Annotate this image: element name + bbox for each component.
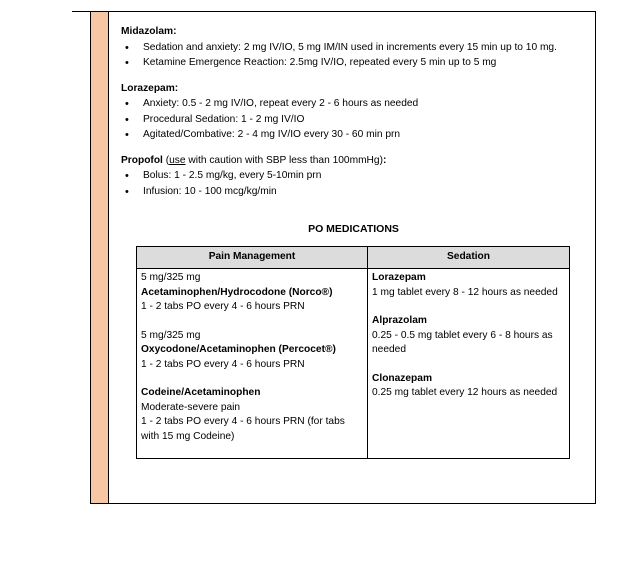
med-dose: 5 mg/325 mg — [141, 329, 201, 341]
midazolam-title: Midazolam: — [121, 26, 177, 37]
med-instructions: 0.25 mg tablet every 12 hours as needed — [372, 387, 558, 398]
table-row — [137, 269, 570, 459]
list-item: • Agitated/Combative: 2 - 4 mg IV/IO every 30 - 60 min prn — [121, 128, 581, 143]
side-stripe — [90, 11, 109, 504]
table-header-row — [137, 247, 570, 269]
med-name: Codeine/Acetaminophen — [141, 387, 261, 398]
pain-management-cell — [137, 269, 368, 459]
propofol-list — [121, 169, 581, 199]
top-rule — [72, 11, 90, 12]
propofol-use-word: use — [169, 154, 186, 166]
lorazepam-title: Lorazepam: — [121, 82, 179, 94]
med-name: Alprazolam — [372, 315, 427, 326]
sedation-med-lorazepam — [372, 271, 565, 300]
lorazepam-list — [121, 97, 581, 143]
med-name: Oxycodone/Acetaminophen (Percocet®) — [141, 344, 336, 355]
med-name: Acetaminophen/Hydrocodone (Norco®) — [141, 286, 333, 298]
propofol-name: Propofol — [121, 154, 163, 166]
med-instructions: 1 mg tablet every 8 - 12 hours as needed — [372, 286, 558, 298]
med-name: Clonazepam — [372, 372, 433, 384]
list-item: • Procedural Sedation: 1 - 2 mg IV/IO — [121, 113, 581, 128]
propofol-paren: ( — [162, 154, 170, 166]
med-name: Lorazepam — [372, 272, 426, 283]
midazolam-section — [121, 25, 581, 71]
pain-med-percocet — [141, 329, 363, 373]
lorazepam-section — [121, 82, 581, 143]
propofol-caution: with caution with SBP less than 100mmHg) — [185, 154, 383, 166]
list-item: • Infusion: 10 - 100 mcg/kg/min — [121, 185, 581, 200]
pain-med-codeine — [141, 386, 363, 444]
sedation-header: Sedation — [368, 247, 570, 269]
sedation-cell — [368, 269, 570, 459]
pain-med-norco — [141, 271, 363, 315]
po-medications-title: PO MEDICATIONS — [308, 223, 399, 235]
po-medications-table — [136, 246, 570, 459]
list-item: • Ketamine Emergence Reaction: 2.5mg IV/IO, repeated every 5 min up to 5 mg — [121, 56, 581, 71]
propofol-colon: : — [382, 154, 387, 166]
propofol-section — [121, 154, 581, 200]
sedation-med-clonazepam — [372, 372, 565, 401]
sedation-med-alprazolam — [372, 314, 565, 358]
propofol-title — [121, 154, 581, 169]
medication-content — [121, 25, 581, 210]
list-item: • Anxiety: 0.5 - 2 mg IV/IO, repeat every 2 - 6 hours as needed — [121, 97, 581, 112]
med-instructions: 1 - 2 tabs PO every 4 - 6 hours PRN — [141, 301, 305, 312]
list-item: • Bolus: 1 - 2.5 mg/kg, every 5-10min prn — [121, 169, 581, 184]
med-instructions: 1 - 2 tabs PO every 4 - 6 hours PRN — [141, 358, 305, 370]
list-item: • Sedation and anxiety: 2 mg IV/IO, 5 mg IM/IN used in increments every 15 min up to 10 mg. — [121, 41, 581, 56]
med-dose: 5 mg/325 mg — [141, 272, 201, 283]
med-instructions: 1 - 2 tabs PO every 4 - 6 hours PRN (for tabs with 15 mg Codeine) — [141, 416, 345, 442]
pain-management-header: Pain Management — [137, 247, 368, 269]
midazolam-list — [121, 41, 581, 71]
med-instructions: 0.25 - 0.5 mg tablet every 6 - 8 hours as needed — [372, 329, 553, 355]
med-note: Moderate-severe pain — [141, 401, 241, 413]
